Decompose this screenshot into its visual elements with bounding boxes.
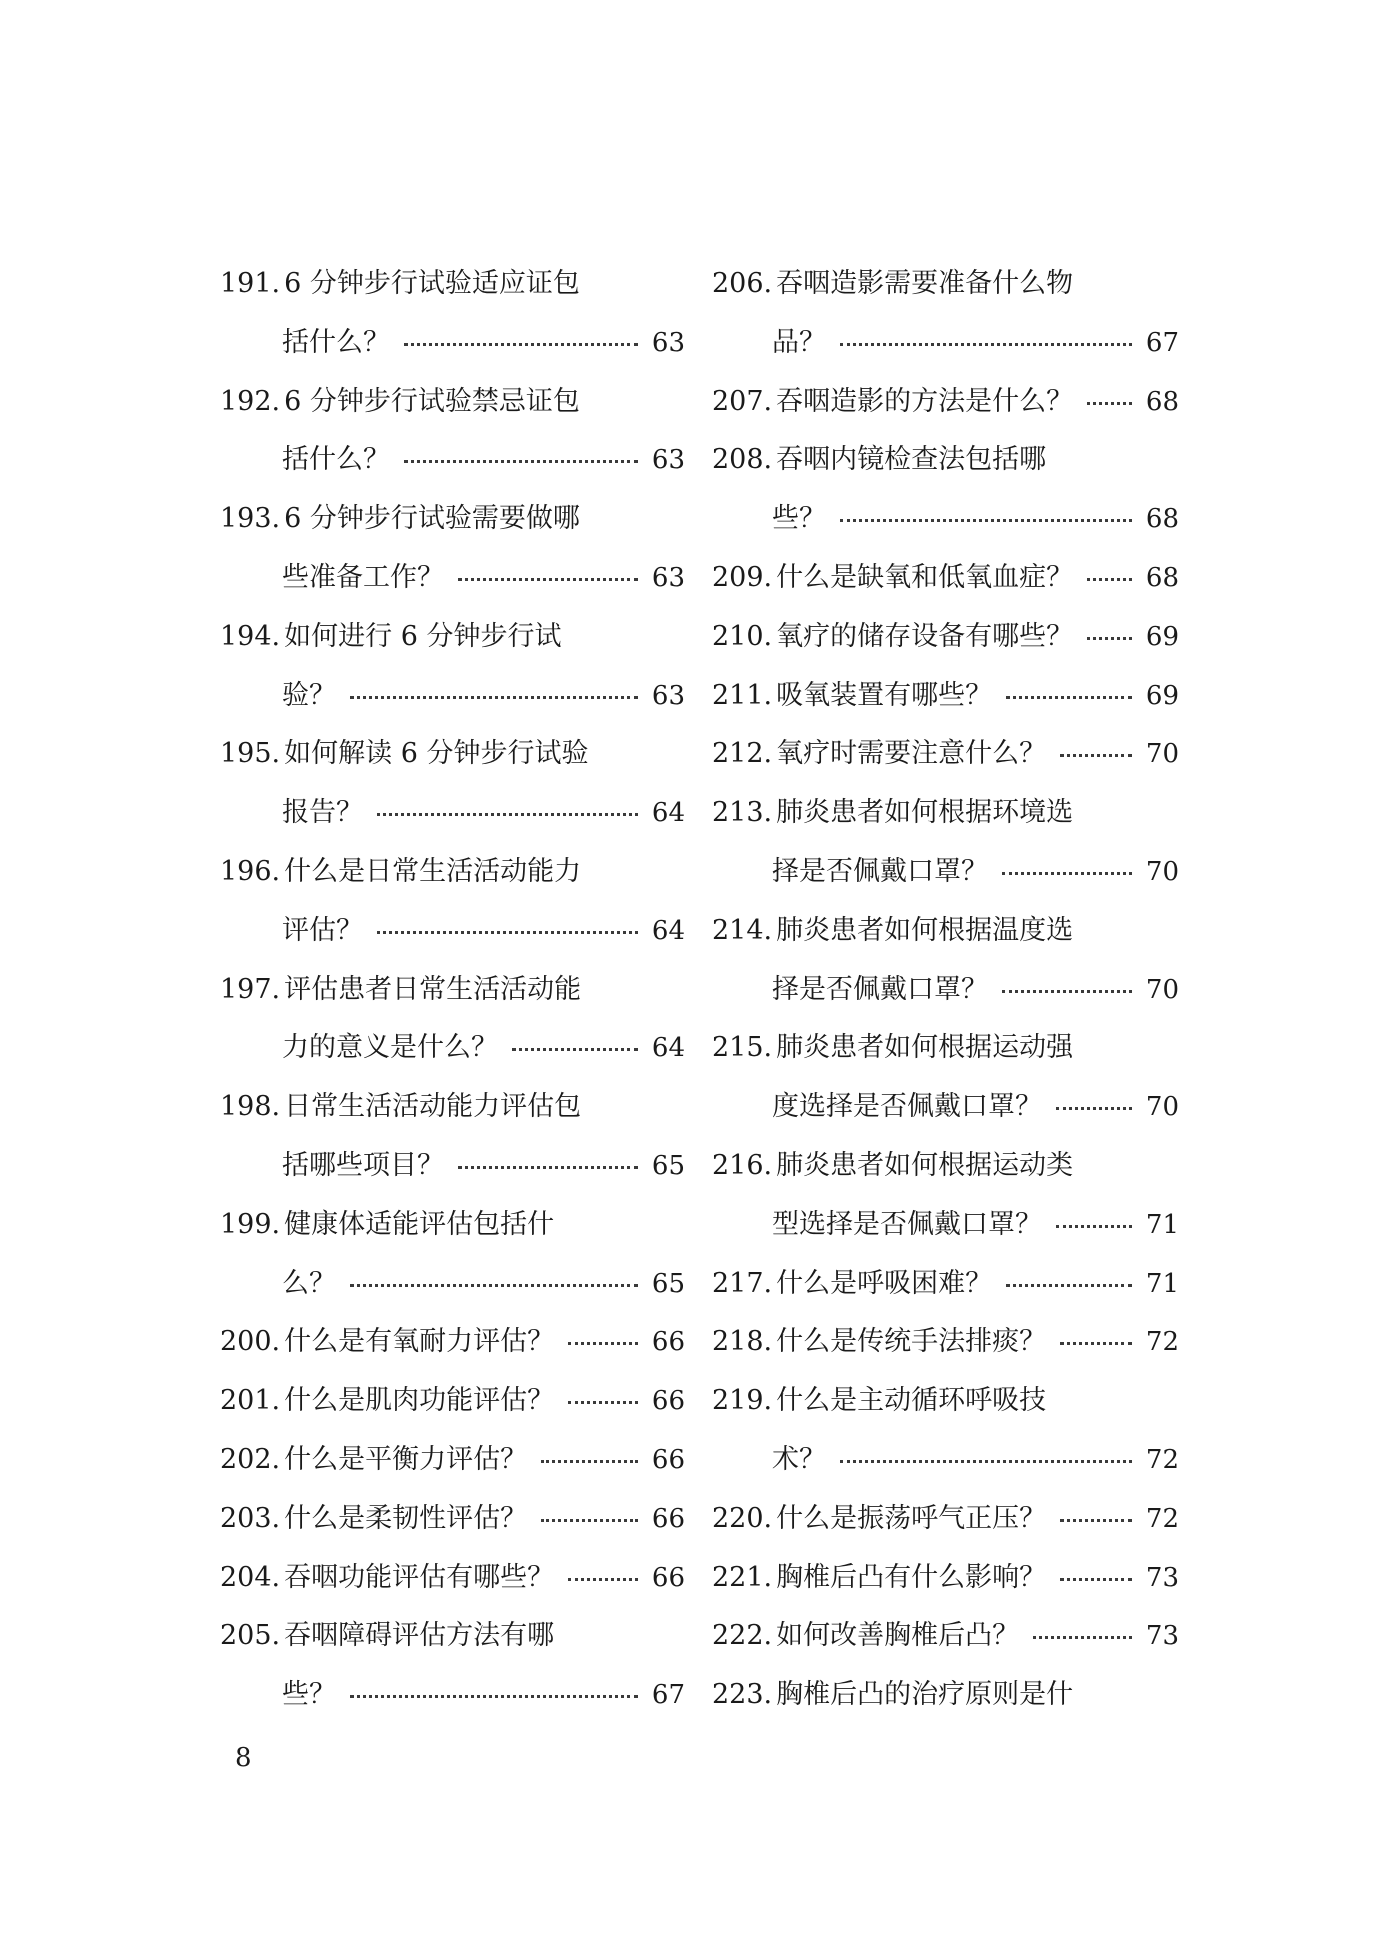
toc-entry-title: 吞咽功能评估有哪些？ [284, 1561, 555, 1593]
toc-entry-title: 什么是日常生活活动能力 [284, 855, 582, 887]
toc-entry-title: 如何解读 6 分钟步行试验 [284, 738, 589, 770]
toc-page-number: 65 [651, 1150, 685, 1181]
toc-entry [220, 608, 685, 667]
toc-page-number: 70 [1145, 739, 1179, 770]
toc-leader-dots [1060, 1342, 1132, 1345]
toc-page-number: 73 [1145, 1562, 1179, 1593]
toc-leader-dots [350, 1695, 638, 1698]
toc-leader-dots [1056, 1107, 1132, 1110]
toc-entry-continuation [220, 784, 685, 843]
toc-entry-title: 胸椎后凸有什么影响？ [776, 1561, 1047, 1593]
toc-entry-continuation [712, 1078, 1179, 1137]
toc-entry [220, 1313, 685, 1372]
toc-entry-title: 如何进行 6 分钟步行试 [284, 620, 562, 652]
toc-entry [712, 1372, 1179, 1431]
toc-page-number: 72 [1145, 1444, 1179, 1475]
toc-column-right [712, 255, 1179, 1725]
toc-leader-dots [350, 696, 638, 699]
toc-entry-title: 什么是振荡呼气正压？ [776, 1502, 1047, 1534]
toc-page-number: 67 [651, 1680, 685, 1711]
toc-entry-title: 么？ [282, 1267, 336, 1299]
toc-entry-title: 如何改善胸椎后凸？ [776, 1620, 1020, 1652]
toc-page-number: 63 [651, 562, 685, 593]
toc-entry-number: 206. [712, 268, 773, 299]
toc-entry-number: 213. [712, 797, 773, 829]
toc-leader-dots [1006, 1284, 1132, 1287]
toc-leader-dots [458, 1166, 638, 1169]
toc-entry-continuation [220, 1666, 685, 1725]
toc-entry-title: 吞咽造影需要准备什么物 [776, 268, 1074, 299]
toc-entry-title: 度选择是否佩戴口罩？ [772, 1091, 1042, 1123]
toc-entry-title: 吸氧装置有哪些？ [776, 679, 993, 711]
toc-entry-continuation [220, 1019, 685, 1078]
toc-page-number: 70 [1145, 974, 1179, 1005]
toc-entry-number: 207. [712, 385, 773, 417]
toc-entry-number: 215. [712, 1032, 773, 1064]
toc-page-number: 66 [651, 1562, 685, 1593]
toc-entry-number: 201. [220, 1385, 281, 1417]
toc-entry-title: 些准备工作？ [282, 561, 444, 593]
toc-leader-dots [1087, 578, 1132, 581]
toc-page-number: 63 [651, 445, 685, 476]
toc-page-number: 71 [1145, 1268, 1179, 1299]
toc-entry [712, 549, 1179, 608]
toc-page-number: 64 [651, 798, 685, 829]
toc-entry [712, 667, 1179, 726]
toc-leader-dots [1087, 402, 1132, 405]
toc-entry [712, 1607, 1179, 1666]
toc-entry-number: 193. [220, 503, 281, 535]
toc-entry-title: 什么是肌肉功能评估？ [284, 1385, 555, 1417]
toc-entry-title: 择是否佩戴口罩？ [772, 855, 988, 887]
toc-entry-number: 198. [220, 1091, 281, 1123]
toc-leader-dots [404, 460, 638, 463]
toc-column-left [220, 255, 685, 1725]
toc-entry-continuation [220, 431, 685, 490]
toc-entry-title: 品？ [772, 326, 826, 358]
toc-page-number: 68 [1145, 562, 1179, 593]
toc-entry [220, 1549, 685, 1608]
toc-entry-title: 术？ [772, 1443, 826, 1475]
toc-entry-continuation [712, 314, 1179, 373]
toc-entry-continuation [712, 961, 1179, 1020]
toc-leader-dots [1006, 696, 1132, 699]
toc-page-number: 64 [651, 1033, 685, 1064]
toc-leader-dots [1033, 1636, 1132, 1639]
toc-entry-number: 223. [712, 1679, 773, 1711]
toc-page-number: 70 [1145, 1092, 1179, 1123]
toc-entry-continuation [220, 1255, 685, 1314]
toc-entry [712, 725, 1179, 784]
toc-entry-title: 日常生活活动能力评估包 [284, 1091, 582, 1123]
toc-entry-title: 肺炎患者如何根据运动强 [776, 1032, 1074, 1064]
toc-entry-title: 6 分钟步行试验禁忌证包 [284, 385, 580, 417]
toc-entry-number: 209. [712, 561, 773, 593]
toc-leader-dots [568, 1342, 638, 1345]
toc-entry-continuation [712, 490, 1179, 549]
toc-entry-title: 评估患者日常生活活动能 [284, 973, 582, 1005]
toc-entry [712, 1549, 1179, 1608]
toc-entry [220, 1078, 685, 1137]
toc-leader-dots [377, 813, 638, 816]
toc-page-number: 63 [651, 680, 685, 711]
toc-page-number: 66 [651, 1386, 685, 1417]
toc-entry-title: 什么是呼吸困难？ [776, 1267, 993, 1299]
toc-entry-number: 222. [712, 1620, 773, 1652]
toc-entry [220, 961, 685, 1020]
toc-leader-dots [377, 931, 638, 934]
toc-entry-number: 203. [220, 1502, 281, 1534]
toc-leader-dots [512, 1048, 638, 1051]
toc-leader-dots [840, 1460, 1132, 1463]
toc-entry-number: 192. [220, 385, 281, 417]
toc-leader-dots [840, 519, 1132, 522]
toc-page-number: 72 [1145, 1503, 1179, 1534]
toc-entry-title: 择是否佩戴口罩？ [772, 973, 988, 1005]
toc-leader-dots [568, 1578, 638, 1581]
toc-entry-number: 196. [220, 855, 281, 887]
toc-entry [220, 1490, 685, 1549]
toc-page-number: 65 [651, 1268, 685, 1299]
toc-entry [712, 608, 1179, 667]
toc-entry-title: 吞咽障碍评估方法有哪 [284, 1620, 555, 1652]
toc-entry-continuation [220, 902, 685, 961]
toc-entry-number: 218. [712, 1326, 773, 1358]
toc-entry-number: 211. [712, 679, 773, 711]
toc-entry [220, 255, 685, 314]
toc-leader-dots [541, 1460, 638, 1463]
toc-entry [712, 784, 1179, 843]
toc-entry [220, 1372, 685, 1431]
toc-entry-title: 吞咽造影的方法是什么？ [776, 385, 1074, 417]
toc-entry-title: 些？ [772, 503, 826, 535]
toc-entry-title: 括什么？ [282, 444, 390, 476]
toc-entry-title: 什么是传统手法排痰？ [776, 1326, 1047, 1358]
toc-entry-title: 吞咽内镜检查法包括哪 [776, 444, 1047, 476]
toc-leader-dots [541, 1519, 638, 1522]
toc-entry [712, 1666, 1179, 1725]
toc-entry-title: 什么是有氧耐力评估？ [284, 1326, 555, 1358]
toc-leader-dots [404, 343, 638, 346]
toc-entry-number: 204. [220, 1561, 281, 1593]
toc-entry-title: 什么是平衡力评估？ [284, 1443, 528, 1475]
toc-page-number: 73 [1145, 1621, 1179, 1652]
toc-entry-title: 括哪些项目？ [282, 1149, 444, 1181]
toc-entry-title: 验？ [282, 679, 336, 711]
toc-page-number: 69 [1145, 680, 1179, 711]
toc-entry [220, 490, 685, 549]
toc-entry-title: 报告？ [282, 797, 363, 829]
toc-entry-number: 191. [220, 268, 281, 299]
toc-entry-continuation [220, 667, 685, 726]
toc-entry [712, 1313, 1179, 1372]
toc-entry-number: 205. [220, 1620, 281, 1652]
toc-leader-dots [350, 1284, 638, 1287]
toc-entry [712, 1490, 1179, 1549]
toc-entry-title: 括什么？ [282, 326, 390, 358]
toc-entry-number: 210. [712, 620, 773, 652]
toc-entry-number: 221. [712, 1561, 773, 1593]
toc-entry-title: 肺炎患者如何根据运动类 [776, 1149, 1074, 1181]
toc-entry-number: 212. [712, 738, 773, 770]
toc-entry-continuation [220, 314, 685, 373]
toc-page-number: 64 [651, 915, 685, 946]
toc-entry-number: 214. [712, 914, 773, 946]
toc-entry [220, 373, 685, 432]
toc-entry-number: 202. [220, 1443, 281, 1475]
toc-entry-title: 什么是柔韧性评估？ [284, 1502, 528, 1534]
toc-page-number: 63 [651, 327, 685, 358]
toc-entry-title: 6 分钟步行试验需要做哪 [284, 503, 580, 535]
toc-page-number: 71 [1145, 1209, 1179, 1240]
toc-page-number: 70 [1145, 856, 1179, 887]
toc-leader-dots [458, 578, 638, 581]
toc-entry [712, 1137, 1179, 1196]
toc-page-number: 66 [651, 1327, 685, 1358]
toc-entry-number: 220. [712, 1502, 773, 1534]
toc-entry-title: 什么是缺氧和低氧血症？ [776, 561, 1074, 593]
toc-entry-title: 肺炎患者如何根据环境选 [776, 797, 1074, 829]
page-number: 8 [235, 1743, 252, 1773]
toc-entry [712, 902, 1179, 961]
toc-leader-dots [1002, 872, 1132, 875]
toc-entry-title: 什么是主动循环呼吸技 [776, 1385, 1047, 1417]
toc-leader-dots [1060, 1519, 1132, 1522]
toc-entry-title: 型选择是否佩戴口罩？ [772, 1208, 1042, 1240]
toc-entry-number: 208. [712, 444, 773, 476]
toc-entry [220, 725, 685, 784]
toc-entry-title: 力的意义是什么？ [282, 1032, 498, 1064]
toc-entry-number: 216. [712, 1149, 773, 1181]
toc-entry-continuation [712, 843, 1179, 902]
toc-entry-title: 6 分钟步行试验适应证包 [284, 268, 580, 299]
toc-entry-number: 195. [220, 738, 281, 770]
toc-entry-continuation [712, 1196, 1179, 1255]
toc-entry-title: 胸椎后凸的治疗原则是什 [776, 1679, 1074, 1711]
toc-leader-dots [1060, 1578, 1132, 1581]
toc-entry-continuation [220, 1137, 685, 1196]
toc-entry [712, 431, 1179, 490]
toc-leader-dots [1060, 754, 1132, 757]
toc-entry-title: 评估？ [282, 914, 363, 946]
toc-leader-dots [840, 343, 1132, 346]
toc-entry-continuation [220, 549, 685, 608]
toc-page-number: 69 [1145, 621, 1179, 652]
toc-page-number: 67 [1145, 327, 1179, 358]
toc-entry-number: 194. [220, 620, 281, 652]
toc-leader-dots [1056, 1225, 1132, 1228]
toc-leader-dots [1002, 990, 1132, 993]
toc-entry-number: 217. [712, 1267, 773, 1299]
toc-entry [712, 1019, 1179, 1078]
toc-page-number: 66 [651, 1444, 685, 1475]
toc-entry [712, 255, 1179, 314]
toc-page-number: 66 [651, 1503, 685, 1534]
toc-entry-continuation [712, 1431, 1179, 1490]
toc-entry-number: 200. [220, 1326, 281, 1358]
toc-entry [220, 1196, 685, 1255]
toc-leader-dots [568, 1401, 638, 1404]
toc-page-number: 68 [1145, 386, 1179, 417]
toc-page-number: 68 [1145, 504, 1179, 535]
toc-entry-number: 199. [220, 1208, 281, 1240]
toc-leader-dots [1087, 637, 1132, 640]
toc-entry-number: 219. [712, 1385, 773, 1417]
toc-entry-number: 197. [220, 973, 281, 1005]
toc-entry [712, 1255, 1179, 1314]
toc-entry-title: 氧疗的储存设备有哪些？ [776, 620, 1074, 652]
toc-page-number: 72 [1145, 1327, 1179, 1358]
toc-entry-title: 肺炎患者如何根据温度选 [776, 914, 1074, 946]
toc-entry-title: 些？ [282, 1679, 336, 1711]
toc-entry [712, 373, 1179, 432]
toc-entry-title: 健康体适能评估包括什 [284, 1208, 555, 1240]
toc-entry [220, 1607, 685, 1666]
toc-entry [220, 1431, 685, 1490]
toc-entry-title: 氧疗时需要注意什么？ [776, 738, 1047, 770]
toc-entry [220, 843, 685, 902]
